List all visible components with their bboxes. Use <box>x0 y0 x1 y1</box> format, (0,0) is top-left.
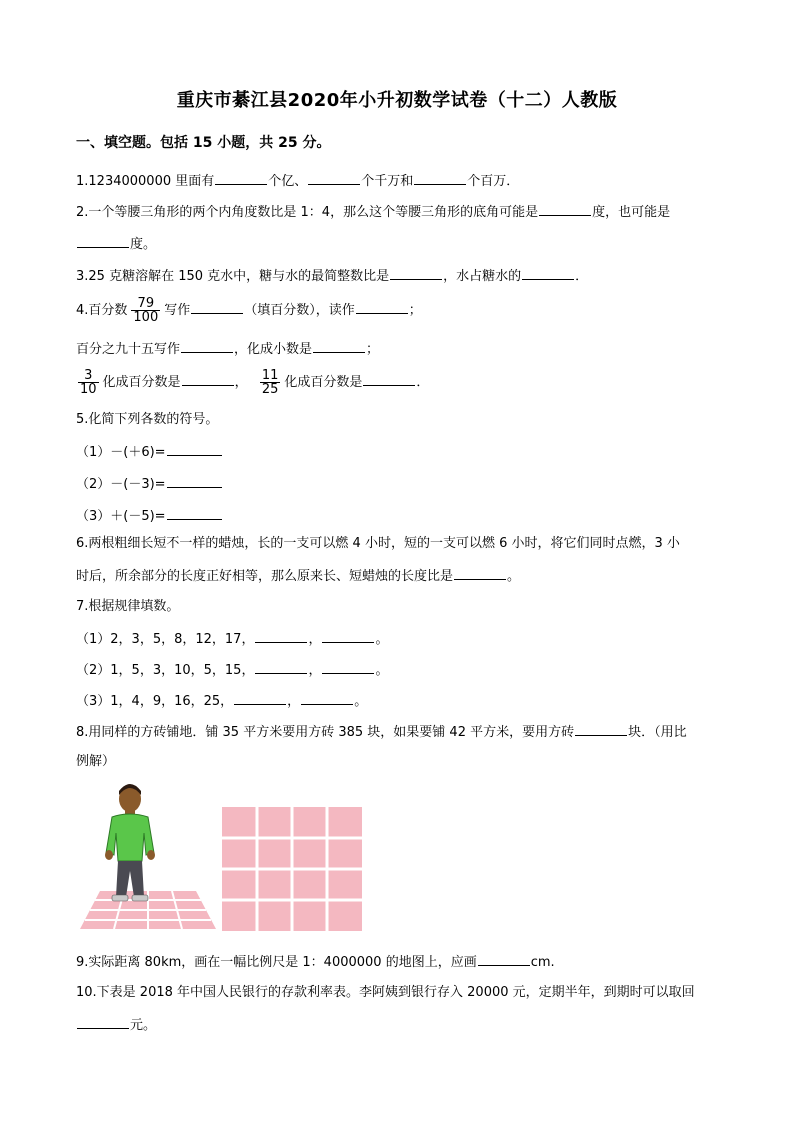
answer-blank[interactable] <box>77 233 129 248</box>
boy-figure <box>105 784 155 901</box>
tile-grid <box>222 807 362 931</box>
question-5-part2: （2）－(－3)= <box>76 473 223 495</box>
answer-blank[interactable] <box>301 690 353 705</box>
answer-blank[interactable] <box>234 690 286 705</box>
question-5-part3: （3）＋(－5)= <box>76 505 223 527</box>
answer-blank[interactable] <box>356 299 408 314</box>
answer-blank[interactable] <box>167 505 222 520</box>
answer-blank[interactable] <box>215 170 267 185</box>
answer-blank[interactable] <box>308 170 360 185</box>
question-7-part1: （1）2，3，5，8，12，17， ， 。 <box>76 628 388 650</box>
answer-blank[interactable] <box>414 170 466 185</box>
answer-blank[interactable] <box>478 951 530 966</box>
question-1: 1.1234000000 里面有 个亿、 个千万和 个百万． <box>76 170 519 192</box>
answer-blank[interactable] <box>77 1014 129 1029</box>
answer-blank[interactable] <box>454 565 506 580</box>
answer-blank[interactable] <box>363 371 415 386</box>
question-5: 5.化简下列各数的符号。 <box>76 412 219 427</box>
answer-blank[interactable] <box>539 201 591 216</box>
question-7-part3: （3）1，4，9，16，25， ， 。 <box>76 690 367 712</box>
question-7: 7.根据规律填数。 <box>76 599 180 614</box>
question-8-cont: 例解） <box>76 754 116 769</box>
answer-blank[interactable] <box>390 265 442 280</box>
answer-blank[interactable] <box>313 338 365 353</box>
question-6: 6.两根粗细长短不一样的蜡烛，长的一支可以燃 4 小时，短的一支可以燃 6 小时，将它们同时点燃，3 小 <box>76 536 680 551</box>
tile-illustration <box>78 783 368 933</box>
question-10-cont: 元。 <box>76 1014 156 1036</box>
question-2: 2.一个等腰三角形的两个内角度数比是 1：4，那么这个等腰三角形的底角可能是 度，也可能是 <box>76 201 670 223</box>
answer-blank[interactable] <box>167 441 222 456</box>
question-5-part1: （1）－(＋6)= <box>76 441 223 463</box>
answer-blank[interactable] <box>322 659 374 674</box>
question-2-cont: 度。 <box>76 233 156 255</box>
answer-blank[interactable] <box>191 299 243 314</box>
page-title: 重庆市綦江县2020年小升初数学试卷（十二）人教版 <box>176 90 618 111</box>
question-4-line3: $\frac{3}{10}$ 化成百分数是 ， $\frac{11}{25}$ 化成百分数是 ． <box>80 368 430 397</box>
question-3: 3.25 克糖溶解在 150 克水中，糖与水的最简整数比是 ，水占糖水的 ． <box>76 265 588 287</box>
question-10: 10.下表是 2018 年中国人民银行的存款利率表。李阿姨到银行存入 20000 元，定期半年，到期时可以取回 <box>76 985 695 1000</box>
answer-blank[interactable] <box>522 265 574 280</box>
question-7-part2: （2）1，5，3，10，5，15， ， 。 <box>76 659 388 681</box>
question-4-line2: 百分之九十五写作 ，化成小数是 ； <box>76 338 379 360</box>
section-heading: 一、填空题。包括 15 小题，共 25 分。 <box>76 135 331 151</box>
answer-blank[interactable] <box>181 338 233 353</box>
answer-blank[interactable] <box>575 721 627 736</box>
question-9: 9.实际距离 80km，画在一幅比例尺是 1：4000000 的地图上，应画 cm. <box>76 951 555 973</box>
answer-blank[interactable] <box>167 473 222 488</box>
fraction: $\frac{79}{100}$ <box>133 296 159 325</box>
answer-blank[interactable] <box>322 628 374 643</box>
fraction: $\frac{11}{25}$ <box>261 368 279 397</box>
question-6-cont: 时后，所余部分的长度正好相等，那么原来长、短蜡烛的长度比是 。 <box>76 565 520 587</box>
question-4: 4.百分数 $\frac{79}{100}$ 写作 （填百分数），读作 ； <box>76 296 422 325</box>
fraction: $\frac{3}{10}$ <box>80 368 97 397</box>
answer-blank[interactable] <box>255 628 307 643</box>
question-8: 8.用同样的方砖铺地．铺 35 平方米要用方砖 385 块，如果要铺 42 平方米，要用方砖 块．（用比 <box>76 721 687 743</box>
answer-blank[interactable] <box>255 659 307 674</box>
answer-blank[interactable] <box>182 371 234 386</box>
